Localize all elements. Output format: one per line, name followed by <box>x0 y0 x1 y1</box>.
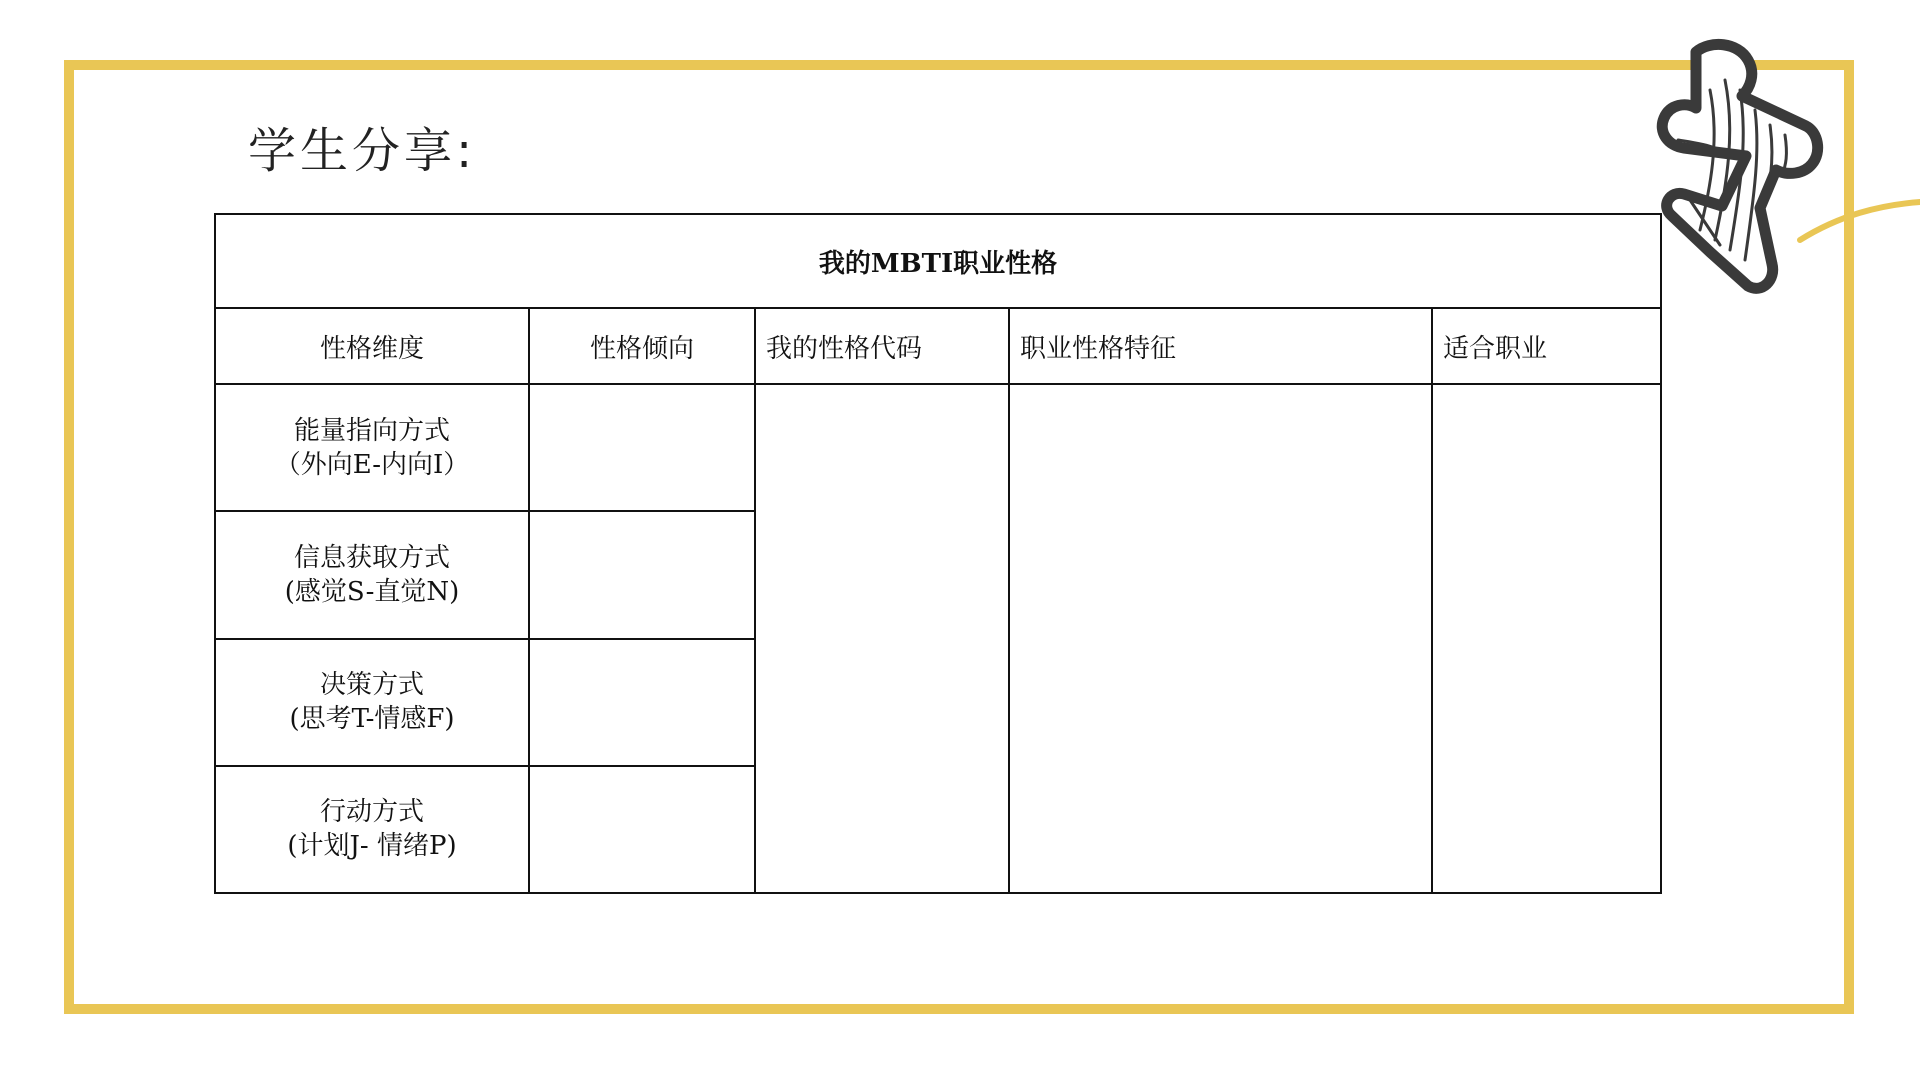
column-header-careers: 适合职业 <box>1432 308 1661 384</box>
table-title-row <box>215 214 1661 308</box>
dimension-cell-information <box>215 511 529 638</box>
dimension-cell-decision <box>215 639 529 766</box>
dimension-detail: (思考T-情感F) <box>289 704 455 735</box>
tendency-cell[interactable] <box>529 639 755 766</box>
column-header-traits: 职业性格特征 <box>1009 308 1432 384</box>
table-header-row <box>215 308 1661 384</box>
dimension-name: 决策方式 <box>319 670 424 701</box>
column-header-tendency: 性格倾向 <box>529 308 755 384</box>
column-header-dimension: 性格维度 <box>215 308 529 384</box>
tendency-cell[interactable] <box>529 766 755 893</box>
dimension-cell-energy <box>215 384 529 511</box>
dimension-cell-action <box>215 766 529 893</box>
dimension-detail: (感觉S-直觉N) <box>284 576 460 607</box>
dimension-name: 信息获取方式 <box>293 542 450 573</box>
dimension-detail: （外向E-内向I） <box>274 449 470 480</box>
table-title: 我的MBTI职业性格 <box>215 214 1661 308</box>
table-row <box>215 384 1661 511</box>
traits-cell[interactable] <box>1009 384 1432 893</box>
dimension-detail: (计划J- 情绪P) <box>287 831 457 862</box>
slide-title: 学生分享: <box>248 123 477 179</box>
careers-cell[interactable] <box>1432 384 1661 893</box>
my-code-cell[interactable] <box>755 384 1009 893</box>
tendency-cell[interactable] <box>529 384 755 511</box>
tendency-cell[interactable] <box>529 511 755 638</box>
column-header-my-code: 我的性格代码 <box>755 308 1009 384</box>
dimension-name: 能量指向方式 <box>293 415 450 446</box>
mbti-table <box>214 213 1662 894</box>
dimension-name: 行动方式 <box>319 797 424 828</box>
